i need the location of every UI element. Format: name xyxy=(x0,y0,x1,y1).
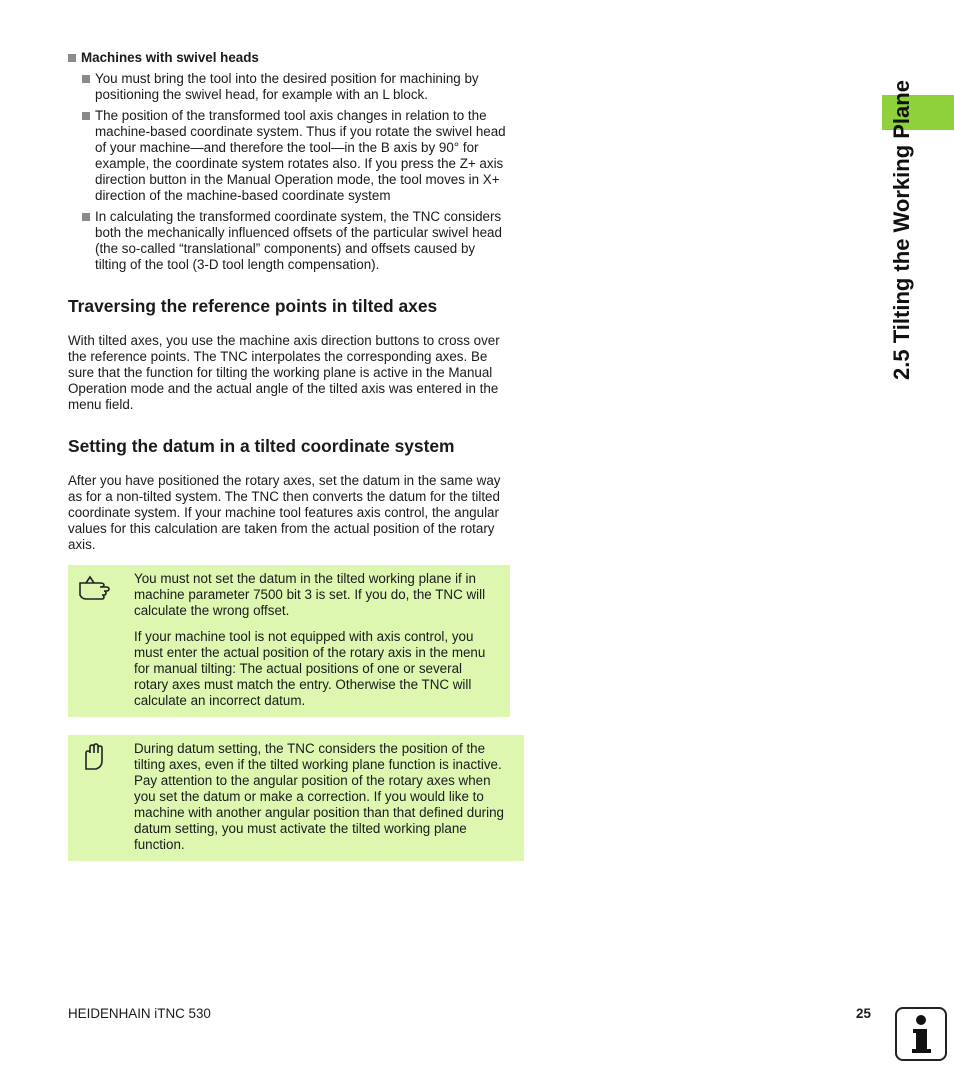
section-body-datum: After you have positioned the rotary axes, set the datum in the same way as for a non-tilted system. The TNC then converts the datum for the tilted coordinate system. If your machine tool features axis control, the angular values for this calculation are taken from the actual position of the rotary axis. xyxy=(68,473,501,552)
section-title-datum: Setting the datum in a tilted coordinate system xyxy=(68,436,455,456)
swivel-heading: Machines with swivel heads xyxy=(68,50,510,66)
bullet-square-icon xyxy=(68,54,76,62)
section-body-reference-points: With tilted axes, you use the machine axis direction buttons to cross over the reference points. The TNC interpolates the corresponding axes. Be sure that the function for tilting the working plane is active in the Manual Operation mode and the actual angle of the tilted axis was entered in the menu field. xyxy=(68,333,500,412)
footer-manual-name: HEIDENHAIN iTNC 530 xyxy=(68,1006,211,1021)
note-text: You must not set the datum in the tilted working plane if in machine parameter 7500 bit 3 is set. If you do, the TNC will calculate the wrong offset. xyxy=(134,571,486,618)
info-icon xyxy=(895,1007,947,1061)
list-item: You must bring the tool into the desired position for machining by positioning the swivel head, for example with an L block. xyxy=(82,71,510,103)
main-content xyxy=(68,50,510,861)
section-title-reference-points: Traversing the reference points in tilted axes xyxy=(68,296,438,316)
pointing-hand-icon xyxy=(78,573,114,601)
page-number: 25 xyxy=(856,1006,871,1021)
note-text: During datum setting, the TNC considers the position of the tilting axes, even if the tilted working plane function is inactive. Pay attention to the angular position of the rotary axes when you set the datum or make a correction. If you would like to machine with another angular position than that defined during datum setting, you must activate the tilted working plane function. xyxy=(134,741,504,852)
list-item: The position of the transformed tool axis changes in relation to the machine-based coordinate system. Thus if you rotate the swivel head of your machine—and therefore the tool—in the B axis by 90° for example, the coordinate system rotates also. If you press the Z+ axis direction button in the Manual Operation mode, the tool moves in X+ direction of the machine-based coordinate system xyxy=(82,108,510,204)
chapter-sidebar xyxy=(872,0,932,420)
note-box xyxy=(68,735,524,861)
bullet-square-icon xyxy=(82,75,90,83)
note-box xyxy=(68,565,510,717)
raised-hand-icon xyxy=(78,743,114,771)
bullet-square-icon xyxy=(82,213,90,221)
note-text: If your machine tool is not equipped with axis control, you must enter the actual position of the rotary axis in the menu for manual tilting: The actual positions of one or several rotary axes must match the entry. Otherwise the TNC will calculate an incorrect datum. xyxy=(134,629,486,708)
bullet-square-icon xyxy=(82,112,90,120)
list-item: In calculating the transformed coordinate system, the TNC considers both the mechanically influenced offsets of the particular swivel head (the so-called “translational” components) and offsets caused by tilting of the tool (3-D tool length compensation). xyxy=(82,209,510,273)
chapter-title: 2.5 Tilting the Working Plane xyxy=(889,80,914,380)
